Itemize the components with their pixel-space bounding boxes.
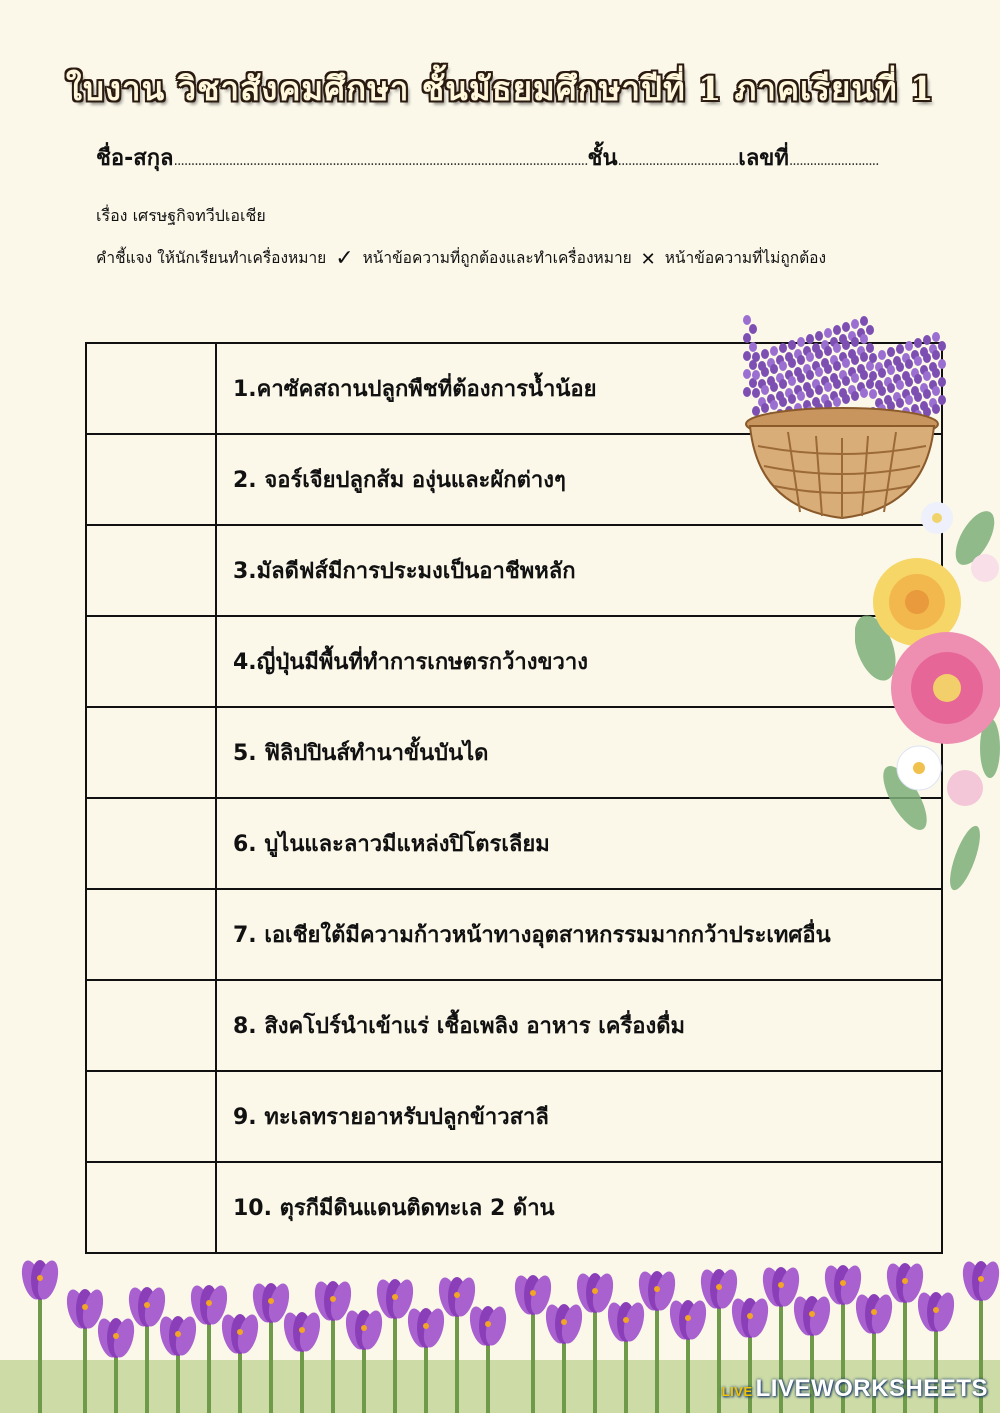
number-label: เลขที่ [738,146,789,171]
question-row [86,798,942,889]
worksheet-title: ใบงาน วิชาสังคมศึกษา ชั้นมัธยมศึกษาปีที่ 1 ภาคเรียนที่ 1 [65,69,935,108]
question-row [86,707,942,798]
instruction-part2: หน้าข้อความที่ถูกต้องและทำเครื่องหมาย [362,249,632,267]
flower-bouquet-image [855,498,1000,910]
class-blank: ................................... [617,153,739,169]
answer-box[interactable] [86,889,216,980]
name-label: ชื่อ-สกุล [96,146,174,171]
answer-box[interactable] [86,707,216,798]
question-text: 1.คาซัคสถานปลูกพืชที่ต้องการน้ำน้อย [216,343,942,434]
answer-box[interactable] [86,525,216,616]
question-text: 9. ทะเลทรายอาหรับปลูกข้าวสาลี [216,1071,942,1162]
answer-box[interactable] [86,798,216,889]
name-blank: ........................................................................................................................ [173,153,588,169]
check-mark-icon: ✓ [335,246,354,271]
watermark-text: LIVEWORKSHEETS [755,1375,988,1402]
watermark-prefix: LIVE [721,1384,753,1399]
question-row [86,525,942,616]
instruction-line [96,245,826,271]
answer-box[interactable] [86,616,216,707]
answer-box[interactable] [86,980,216,1071]
question-text: 7. เอเชียใต้มีความก้าวหน้าทางอุตสาหกรรมมากกว้าประเทศอื่น [216,889,942,980]
question-text: 2. จอร์เจียปลูกส้ม องุ่นและผักต่างๆ [216,434,942,525]
question-text: 6. บูไนและลาวมีแหล่งปิโตรเลียม [216,798,942,889]
question-text: 10. ตุรกีมีดินแดนติดทะเล 2 ด้าน [216,1162,942,1253]
lavender-basket-image [738,312,966,526]
question-row [86,1071,942,1162]
cross-mark-icon: ✕ [640,249,656,270]
answer-box[interactable] [86,434,216,525]
question-text: 4.ญี่ปุ่นมีพื้นที่ทำการเกษตรกว้างขวาง [216,616,942,707]
question-text: 8. สิงคโปร์นำเข้าแร่ เชื้อเพลิง อาหาร เครื่องดื่ม [216,980,942,1071]
topic-line: เรื่อง เศรษฐกิจทวีปเอเชีย [96,206,266,225]
instruction-part1: คำชี้แจง ให้นักเรียนทำเครื่องหมาย [96,249,327,267]
answer-box[interactable] [86,343,216,434]
instruction-part3: หน้าข้อความที่ไม่ถูกต้อง [664,249,827,267]
question-row [86,616,942,707]
question-row [86,889,942,980]
answer-box[interactable] [86,1071,216,1162]
question-text: 3.มัลดีฟส์มีการประมงเป็นอาชีพหลัก [216,525,942,616]
number-blank: .......................... [788,153,879,169]
class-label: ชั้น [587,146,618,171]
question-text: 5. ฟิลิปปินส์ทำนาขั้นบันได [216,707,942,798]
question-row [86,980,942,1071]
liveworksheets-logo [722,1375,988,1403]
student-info-line [96,140,906,180]
